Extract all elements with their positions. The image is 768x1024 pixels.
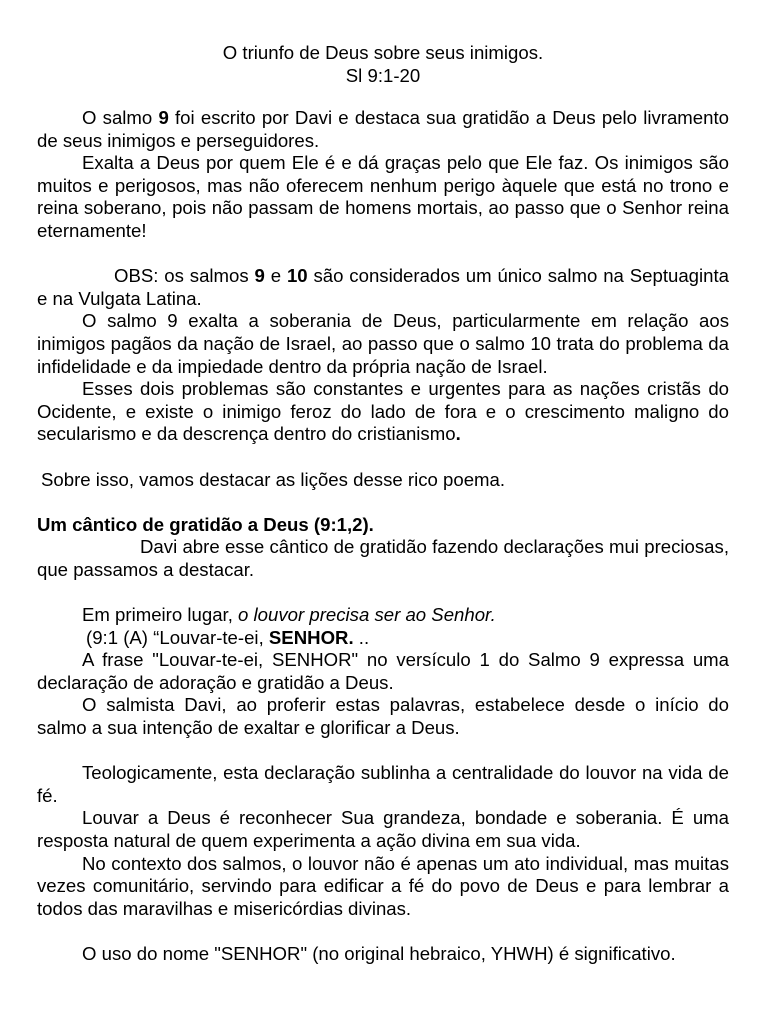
paragraph-contexto: No contexto dos salmos, o louvor não é apenas um ato individual, mas muitas vezes comunitário, servindo para edificar a fé do povo de Deus e para lembrar a todos das maravilhas e misericórdias divinas. <box>37 852 729 919</box>
paragraph-licoes: Sobre isso, vamos destacar as lições desse rico poema. <box>41 468 506 490</box>
paragraph-exalta: Exalta a Deus por quem Ele é e dá graças pelo que Ele faz. Os inimigos são muitos e perigosos, mas não oferecem nenhum perigo àquele que está no trono e reina soberano, pois não passam de homens mortais, ao passo que o Senhor reina eternamente! <box>37 152 729 241</box>
paragraph-problemas: Esses dois problemas são constantes e urgentes para as nações cristãs do Ocidente, e existe o inimigo feroz do lado de fora e o crescimento maligno do secularismo e da descrença dentro do cristianismo. <box>37 378 729 445</box>
paragraph-frase: A frase "Louvar-te-ei, SENHOR" no versículo 1 do Salmo 9 expressa uma declaração de adoração e gratidão a Deus. <box>37 649 729 693</box>
paragraph-teologicamente: Teologicamente, esta declaração sublinha a centralidade do louvor na vida de fé. <box>37 762 729 806</box>
title-line-2: Sl 9:1-20 <box>345 65 421 86</box>
paragraph-davi-abre: Davi abre esse cântico de gratidão fazendo declarações mui preciosas, que passamos a destacar. <box>37 536 729 580</box>
verse-quote: (9:1 (A) “Louvar-te-ei, SENHOR. .. <box>86 626 370 648</box>
title-line-1: O triunfo de Deus sobre seus inimigos. <box>222 42 544 63</box>
document-title <box>37 41 729 87</box>
document-page <box>37 41 729 966</box>
paragraph-louvar: Louvar a Deus é reconhecer Sua grandeza, bondade e soberania. É uma resposta natural de quem experimenta a ação divina em sua vida. <box>37 807 729 851</box>
paragraph-primeiro-lugar: Em primeiro lugar, o louvor precisa ser ao Senhor. <box>82 604 496 626</box>
paragraph-psalm-9-intro: O salmo 9 foi escrito por Davi e destaca sua gratidão a Deus pelo livramento de seus inimigos e perseguidores. <box>37 107 729 151</box>
section-heading: Um cântico de gratidão a Deus (9:1,2). <box>37 513 374 535</box>
paragraph-salmista: O salmista Davi, ao proferir estas palavras, estabelece desde o início do salmo a sua intenção de exaltar e glorificar a Deus. <box>37 694 729 739</box>
paragraph-obs: OBS: os salmos 9 e 10 são considerados um único salmo na Septuaginta e na Vulgata Latina. <box>37 265 729 309</box>
paragraph-soberania: O salmo 9 exalta a soberania de Deus, particularmente em relação aos inimigos pagãos da nação de Israel, ao passo que o salmo 10 trata do problema da infidelidade e da impiedade dentro da própria nação de Israel. <box>37 310 729 377</box>
paragraph-nome-senhor: O uso do nome "SENHOR" (no original hebraico, YHWH) é significativo. <box>82 942 676 964</box>
